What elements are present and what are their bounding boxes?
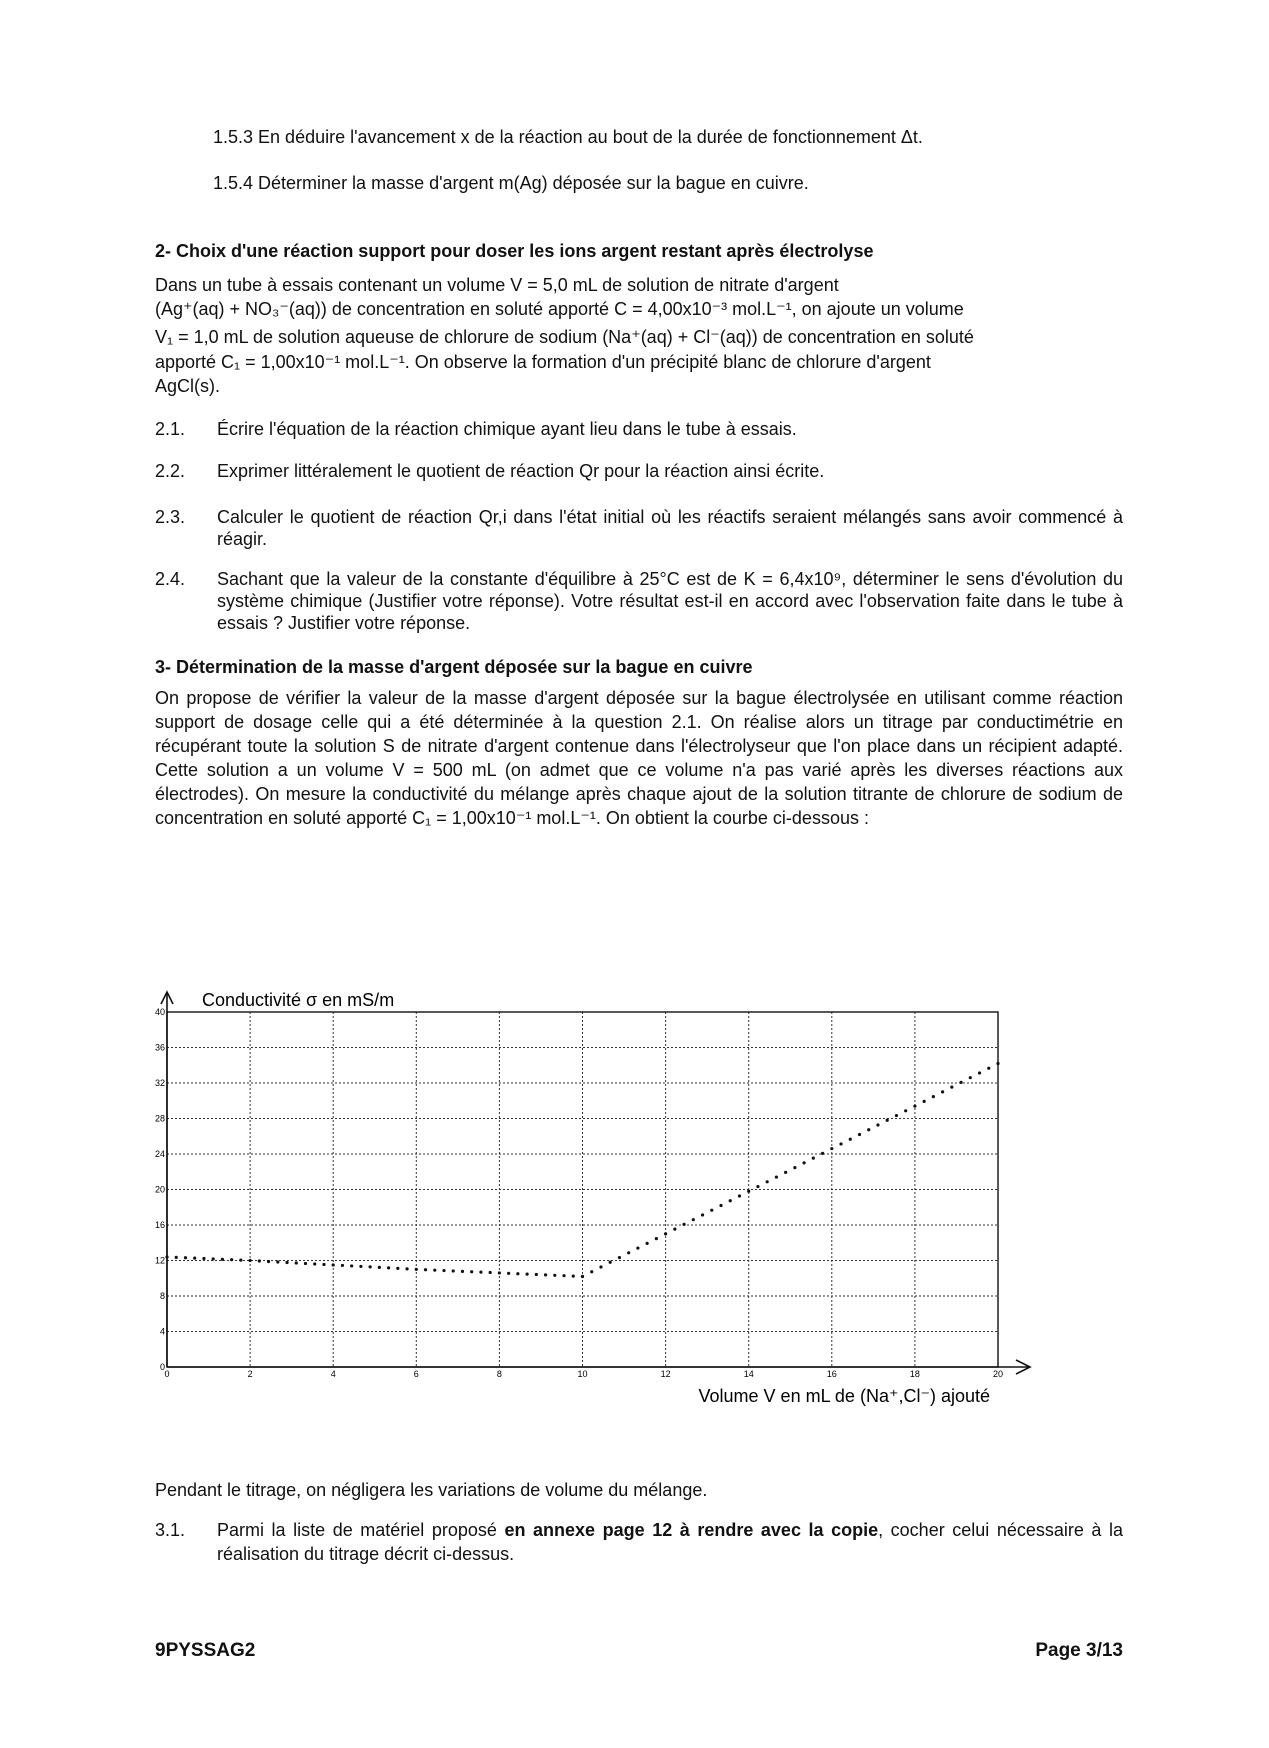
question-number: 3.1.: [155, 1520, 186, 1540]
y-tick-label: 4: [159, 1326, 165, 1337]
y-tick-label: 0: [159, 1362, 165, 1372]
y-tick-label: 12: [154, 1255, 165, 1266]
data-point: [618, 1256, 621, 1259]
data-point: [756, 1185, 759, 1188]
x-tick-label: 6: [413, 1369, 419, 1379]
chart-grid: [167, 1012, 998, 1367]
footer-page-number: Page 3/13: [1035, 1640, 1123, 1661]
data-point: [913, 1104, 916, 1107]
data-point: [295, 1261, 298, 1264]
question-number: 2.4.: [155, 569, 186, 589]
data-point: [775, 1175, 778, 1178]
data-point: [221, 1258, 224, 1261]
data-point: [784, 1171, 787, 1174]
data-point: [572, 1274, 575, 1277]
data-point: [646, 1242, 649, 1245]
data-point: [489, 1271, 492, 1274]
data-point: [212, 1257, 215, 1260]
data-point: [710, 1209, 713, 1212]
data-point: [766, 1180, 769, 1183]
y-tick-label: 36: [154, 1042, 165, 1053]
x-tick-label: 4: [330, 1369, 336, 1379]
x-tick-label: 8: [496, 1369, 502, 1379]
data-point: [627, 1251, 630, 1254]
section-2-intro-line-5: AgCl(s).: [155, 376, 221, 396]
data-point: [738, 1194, 741, 1197]
data-point: [692, 1218, 695, 1221]
data-point: [479, 1271, 482, 1274]
x-tick-label: 14: [743, 1369, 754, 1379]
data-point: [387, 1266, 390, 1269]
data-point: [405, 1267, 408, 1270]
data-point: [562, 1274, 565, 1277]
x-tick-label: 10: [577, 1369, 588, 1379]
data-point: [313, 1262, 316, 1265]
data-point: [886, 1119, 889, 1122]
question-text-part-a: Parmi la liste de matériel proposé: [217, 1520, 505, 1540]
data-point: [904, 1109, 907, 1112]
section-3-intro: On propose de vérifier la valeur de la masse d'argent déposée sur la bague électrolysée en utilisant comme réaction support de dosage celle qui a été déterminée à la question 2.1. On réalise alors un titrage par conductimétrie en récupérant toute la solution S de nitrate d'argent contenue dans l'électrolyseur que l'on place dans un récipient adapté. Cette solution a un volume V = 500 mL (on admet que ce volume n'a pas varié après les diverses réactions aux électrodes). On mesure la conductivité du mélange après chaque ajout de la solution titrante de chlorure de sodium de concentration en soluté apporté C₁ = 1,00x10⁻¹ mol.L⁻¹. On obtient la courbe ci-dessous :: [155, 688, 1123, 828]
data-point: [969, 1076, 972, 1079]
data-point: [424, 1268, 427, 1271]
data-point: [812, 1157, 815, 1160]
question-number: 2.3.: [155, 507, 186, 527]
data-point: [258, 1259, 261, 1262]
x-tick-label: 16: [826, 1369, 837, 1379]
data-point: [664, 1232, 667, 1235]
data-point: [285, 1261, 288, 1264]
data-point: [322, 1263, 325, 1266]
section-3-title: 3- Détermination de la masse d'argent déposée sur la bague en cuivre: [155, 657, 753, 677]
y-tick-label: 24: [154, 1149, 165, 1159]
data-point: [839, 1142, 842, 1145]
data-point: [184, 1256, 187, 1259]
data-point: [793, 1166, 796, 1169]
data-point: [599, 1265, 602, 1268]
data-point: [193, 1257, 196, 1260]
data-point: [609, 1261, 612, 1264]
data-point: [941, 1090, 944, 1093]
data-point: [636, 1246, 639, 1249]
question-text-part-b: , cocher celui nécessaire à la réalisation du titrage décrit ci-dessus.: [217, 1520, 1124, 1564]
data-point: [895, 1114, 898, 1117]
data-point: [996, 1062, 999, 1065]
data-point: [729, 1199, 732, 1202]
y-tick-label: 20: [154, 1184, 165, 1195]
section-2-intro-line-2: (Ag⁺(aq) + NO₃⁻(aq)) de concentration en soluté apporté C = 4,00x10⁻³ mol.L⁻¹, on ajoute un volume: [155, 299, 964, 319]
data-point: [535, 1273, 538, 1276]
data-point: [165, 1255, 168, 1258]
x-tick-label: 18: [909, 1369, 920, 1379]
data-point: [719, 1204, 722, 1207]
x-tick-label: 12: [660, 1369, 671, 1379]
question-1-5-4: 1.5.4 Déterminer la masse d'argent m(Ag) déposée sur la bague en cuivre.: [213, 173, 809, 193]
y-tick-label: 32: [154, 1078, 165, 1088]
data-point: [747, 1190, 750, 1193]
section-2-title: 2- Choix d'une réaction support pour doser les ions argent restant après électrolyse: [155, 241, 874, 261]
y-axis-label: Conductivité σ en mS/m: [202, 990, 395, 1010]
data-point: [276, 1260, 279, 1263]
data-point: [682, 1223, 685, 1226]
data-point: [978, 1071, 981, 1074]
conductivity-titration-chart: [150, 990, 1150, 1460]
data-point: [581, 1275, 584, 1278]
section-2-intro-line-4: apporté C₁ = 1,00x10⁻¹ mol.L⁻¹. On observe la formation d'un précipité blanc de chlorure d'argent: [155, 352, 931, 372]
data-point: [239, 1259, 242, 1262]
data-point: [359, 1265, 362, 1268]
data-point: [553, 1274, 556, 1277]
data-point: [433, 1269, 436, 1272]
data-point: [526, 1273, 529, 1276]
footer-code: 9PYSSAG2: [155, 1640, 256, 1661]
data-point: [230, 1258, 233, 1261]
data-point: [655, 1237, 658, 1240]
data-point: [950, 1086, 953, 1089]
y-tick-label: 8: [159, 1291, 165, 1301]
after-chart-note: Pendant le titrage, on négligera les variations de volume du mélange.: [155, 1480, 708, 1500]
data-point: [341, 1264, 344, 1267]
data-point: [332, 1263, 335, 1266]
data-point: [350, 1264, 353, 1267]
data-point: [175, 1256, 178, 1259]
data-point: [202, 1257, 205, 1260]
data-point: [701, 1213, 704, 1216]
x-tick-label: 20: [992, 1369, 1004, 1379]
data-point: [378, 1266, 381, 1269]
data-point: [858, 1133, 861, 1136]
y-tick-label: 16: [154, 1220, 165, 1230]
data-point: [507, 1272, 510, 1275]
chart-tick-labels: [155, 1007, 1003, 1379]
question-number: 2.1.: [155, 419, 186, 439]
question-text: Exprimer littéralement le quotient de réaction Qr pour la réaction ainsi écrite.: [217, 461, 825, 481]
data-point: [544, 1273, 547, 1276]
data-point: [590, 1270, 593, 1273]
data-point: [470, 1270, 473, 1273]
question-number: 2.2.: [155, 461, 186, 481]
data-point: [369, 1265, 372, 1268]
section-2-intro-line-1: Dans un tube à essais contenant un volume V = 5,0 mL de solution de nitrate d'argent: [155, 275, 839, 295]
data-point: [821, 1152, 824, 1155]
question-1-5-3: 1.5.3 En déduire l'avancement x de la réaction au bout de la durée de fonctionnement Δt.: [213, 127, 923, 147]
question-text-bold: en annexe page 12 à rendre avec la copie: [504, 1520, 879, 1540]
data-point: [803, 1161, 806, 1164]
data-point: [461, 1270, 464, 1273]
x-tick-label: 0: [164, 1369, 170, 1379]
data-point: [498, 1271, 501, 1274]
y-tick-label: 28: [154, 1113, 165, 1124]
question-text: Écrire l'équation de la réaction chimique ayant lieu dans le tube à essais.: [217, 419, 797, 439]
data-point: [959, 1081, 962, 1084]
data-point: [415, 1268, 418, 1271]
question-text: Sachant que la valeur de la constante d'équilibre à 25°C est de K = 6,4x10⁹, déterminer le sens d'évolution du système chimique (Justifier votre réponse). Votre résultat est-il en accord avec l'observation faite dans le tube à essais ? Justifier votre réponse.: [217, 569, 1123, 633]
data-point: [673, 1228, 676, 1231]
data-point: [867, 1128, 870, 1131]
data-point: [987, 1067, 990, 1070]
data-point: [249, 1259, 252, 1262]
y-tick-label: 40: [154, 1007, 165, 1017]
data-point: [849, 1138, 852, 1141]
question-text: [217, 1518, 1123, 1566]
chart-axes: [161, 992, 1030, 1374]
data-point: [932, 1095, 935, 1098]
data-point: [442, 1269, 445, 1272]
data-point: [452, 1269, 455, 1272]
section-2-intro-line-3: V₁ = 1,0 mL de solution aqueuse de chlorure de sodium (Na⁺(aq) + Cl⁻(aq)) de concentration en soluté: [155, 327, 974, 347]
data-point: [830, 1147, 833, 1150]
x-tick-label: 2: [247, 1369, 253, 1379]
data-point: [516, 1272, 519, 1275]
data-point: [304, 1262, 307, 1265]
question-text: Calculer le quotient de réaction Qr,i dans l'état initial où les réactifs seraient mélangés sans avoir commencé à réagir.: [217, 507, 1123, 549]
x-axis-label: Volume V en mL de (Na⁺,Cl⁻) ajouté: [698, 1386, 990, 1406]
data-point: [876, 1123, 879, 1126]
data-point: [923, 1100, 926, 1103]
data-point: [396, 1267, 399, 1270]
data-point: [267, 1260, 270, 1263]
